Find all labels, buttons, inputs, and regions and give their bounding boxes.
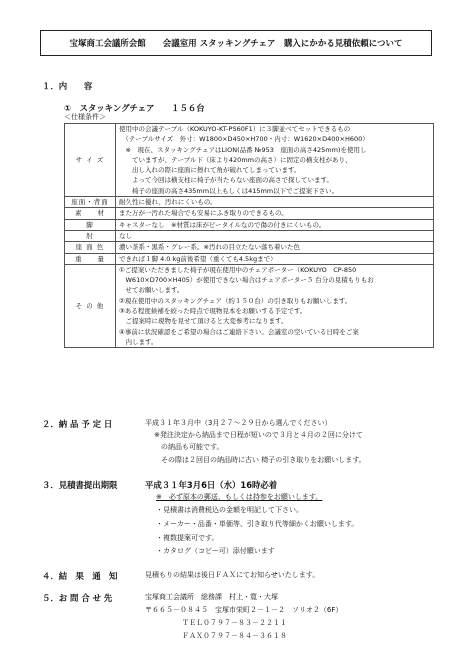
row-label-weight: 重 量 xyxy=(65,253,116,264)
section4-heading: ４．結 果 通 知 xyxy=(42,571,118,581)
item-heading: ① スタッキングチェア １５６台 xyxy=(64,103,205,113)
row-label-other: そ の 他 xyxy=(65,264,116,347)
deadline-bullet: ・複数提案可です。 xyxy=(156,534,219,542)
deadline-bullet: ・カタログ（コピー可）添付願います xyxy=(156,547,275,555)
section3-heading: ３．見積書提出期限 xyxy=(42,480,118,490)
other-line: ご提案時に現物を見せて頂けると大変参考になります。 xyxy=(119,317,288,326)
document-title xyxy=(40,30,432,56)
other-line: ③ある程度候補を絞った時点で現物見本をお願いする予定です。 xyxy=(119,307,307,316)
contact-address: 〒６６５－０８４５ 宝塚市栄町２－１－２ ソリオ２（6F） xyxy=(145,606,343,614)
row-content-weight: できれば１脚 4.0 kg前後希望（重くても4.5kgまで） xyxy=(116,253,434,264)
size-line: ※ 現在、スタッキングチェアはLION(品番 №953 座面の高さ425mm)を使用し xyxy=(119,145,367,154)
deadline-note-text: ※ 必ず原本の郵送、もしくは持参をお願いします。 xyxy=(156,493,323,501)
contact-tel: ＴＥＬ０７９７－８３－２２１１ xyxy=(182,619,287,627)
other-line: ①ご提案いただきました椅子が現在使用中のチェアポーター（KOKUYO CP-850 xyxy=(119,265,357,274)
delivery-note: ※発注決定から納品まで日程が短いので３月と４月の２回に分けて xyxy=(154,431,363,439)
spec-table xyxy=(64,123,434,348)
deadline-bullet: ・見積書は消費税込の金額を明記して下さい。 xyxy=(156,506,303,514)
other-line: W610×D700×H405）が使用できない場合はチェアポーター５ 台分の見積もりもお xyxy=(119,276,374,285)
row-content-material: また万が一汚れた場合でも安易にふき取りのできるもの。 xyxy=(116,208,434,219)
table-row xyxy=(65,208,434,219)
title-text: 宝塚商工会議所会館 会議室用 スタッキングチェア 購入にかかる見積依頼について xyxy=(69,38,403,48)
table-row xyxy=(65,124,434,197)
table-row xyxy=(65,197,434,208)
deadline-bullet: ・メーカー・品番・単価等、引き取り代等細かくお願いします。 xyxy=(156,520,359,528)
size-line: 使用中の会議テーブル（KOKUYO-KT-PS60F1）に３脚並べてセットできるもの xyxy=(119,125,351,133)
delivery-note: その際は２回目の納品時に古い 椅子の引き取りをお願いします。 xyxy=(154,456,366,464)
section5-heading: ５．お 問 合 せ 先 xyxy=(42,593,113,603)
size-line: ていますが、テーブル下（床より420mmの高さ）に固定の横支柱があり、 xyxy=(119,155,352,164)
row-content-size xyxy=(116,124,434,197)
table-row xyxy=(65,230,434,241)
section2-heading: ２．納 品 予 定 日 xyxy=(42,419,113,429)
row-label-armrest: 肘 xyxy=(65,230,116,241)
other-line: せてお願いします。 xyxy=(119,286,184,295)
other-line: ④事前に状況確認をご希望の場合はご連絡下さい。会議室の空いている日時をご案 xyxy=(119,327,359,336)
table-row xyxy=(65,219,434,230)
row-content-seat: 耐久性に優れ、汚れにくいもの。 xyxy=(116,197,434,208)
row-content-armrest: なし xyxy=(116,230,434,241)
row-label-color: 座 面 色 xyxy=(65,242,116,253)
other-line: ②現在使用中のスタッキングチェア（約１５０台）の引き取りもお願いします。 xyxy=(119,296,352,305)
result-notice: 見積もりの結果は後日ＦＡＸにてお知らせいたします。 xyxy=(145,571,320,579)
row-label-size: サ イ ズ xyxy=(65,124,116,197)
row-content-color: 濃い茶系・黒系・グレー系。※汚れの目立たない落ち着いた色 xyxy=(116,242,434,253)
delivery-note: の納品も可能です。 xyxy=(154,443,224,451)
row-label-seat: 座面・背面 xyxy=(65,197,116,208)
conditions-label: ＜仕様条件＞ xyxy=(64,113,106,121)
other-line: 内します。 xyxy=(119,337,158,346)
row-content-legs: キャスターなし ※材質は床がピータイルなので傷の付きにくいもの。 xyxy=(116,219,434,230)
deadline-note xyxy=(156,492,322,503)
row-content-other xyxy=(116,264,434,347)
table-row xyxy=(65,242,434,253)
table-row xyxy=(65,264,434,347)
row-label-legs: 脚 xyxy=(65,219,116,230)
size-line: よって今回は横支柱に椅子が当たらない座面の高さで探しています。 xyxy=(119,176,333,185)
contact-line: 宝塚商工会議所 総務課 村上・寛・大塚 xyxy=(145,593,278,601)
delivery-line: 平成３１年３月中（3月２７～２９日から選んでください） xyxy=(145,419,332,427)
deadline: 平成３１年3月6日（水）16時必着 xyxy=(145,480,278,490)
size-line: 椅子の座面の高さ435mm以上もしくは415mm以下でご提案下さい。 xyxy=(119,186,339,195)
table-row xyxy=(65,253,434,264)
section1-heading: １．内 容 xyxy=(42,81,93,91)
size-line: （テーブルサイズ 外寸：W1800×D450×H700・内寸：W1620×D400×H600） xyxy=(119,135,369,144)
contact-fax: ＦＡＸ０７９７－８４－３６１８ xyxy=(182,632,287,640)
row-label-material: 素 材 xyxy=(65,208,116,219)
size-line: 出し入れの際に座面に擦れて角が破れてしまっています。 xyxy=(119,166,301,175)
